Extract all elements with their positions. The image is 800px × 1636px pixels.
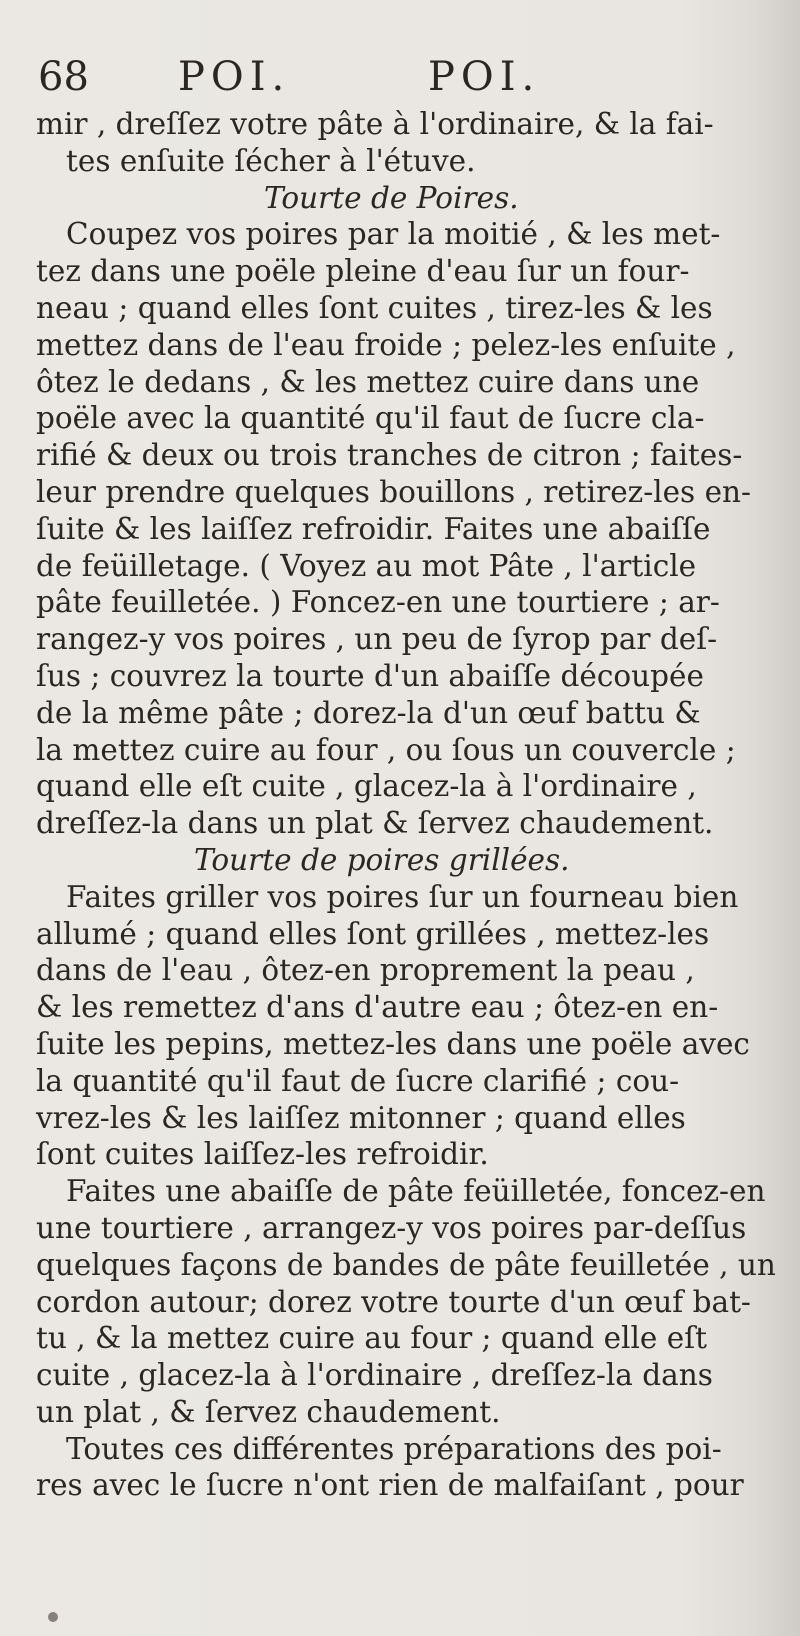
- text-line: vrez-les & les laiſſez mitonner ; quand elles: [36, 1100, 686, 1135]
- page-blemish: [48, 1612, 58, 1622]
- text-line: ſus ; couvrez la tourte d'un abaiſſe découpée: [36, 658, 704, 693]
- text-line: quelques façons de bandes de pâte feuilletée , un: [36, 1247, 776, 1282]
- text-line: un plat , & ſervez chaudement.: [36, 1394, 501, 1429]
- section-heading-tourte-de-poires-grillees: Tourte de poires grillées.: [194, 842, 570, 877]
- text-line: dreſſez-la dans un plat & ſervez chaudement.: [36, 806, 714, 841]
- text-line: neau ; quand elles ſont cuites , tirez-les & les: [36, 290, 713, 325]
- text-line: ôtez le dedans , & les mettez cuire dans une: [36, 364, 700, 399]
- text-line: rifié & deux ou trois tranches de citron ; faites-: [36, 438, 743, 473]
- text-line: res avec le ſucre n'ont rien de malfaiſant , pour: [36, 1468, 744, 1503]
- text-line: ſuite & les laiſſez refroidir. Faites une abaiſſe: [36, 511, 711, 546]
- text-line: tes enſuite ſécher à l'étuve.: [66, 143, 476, 178]
- text-line: la mettez cuire au four , ou ſous un couvercle ;: [36, 732, 736, 767]
- text-line: Faites griller vos poires ſur un fourneau bien: [66, 879, 739, 914]
- text-line: cuite , glacez-la à l'ordinaire , dreſſez-la dans: [36, 1358, 713, 1393]
- text-line: Toutes ces différentes préparations des poi-: [66, 1431, 722, 1466]
- section-heading-tourte-de-poires: Tourte de Poires.: [264, 180, 519, 215]
- text-line: mir , dreſſez votre pâte à l'ordinaire, & la fai-: [36, 107, 714, 141]
- text-line: ſont cuites laiſſez-les refroidir.: [36, 1137, 489, 1172]
- text-line: Faites une abaiſſe de pâte feüilletée, foncez-en: [66, 1174, 766, 1209]
- text-line: ſuite les pepins, mettez-les dans une poële avec: [36, 1026, 750, 1061]
- text-line: rangez-y vos poires , un peu de ſyrop par deſ-: [36, 622, 718, 657]
- text-line: de feüilletage. ( Voyez au mot Pâte , l'article: [36, 548, 697, 583]
- text-line: dans de l'eau , ôtez-en proprement la peau ,: [36, 953, 695, 988]
- page-number: 68: [38, 54, 89, 100]
- running-head-right: POI.: [428, 54, 541, 100]
- text-line: Coupez vos poires par la moitié , & les met-: [66, 217, 721, 252]
- running-head-left: POI.: [178, 54, 291, 100]
- text-line: une tourtiere , arrangez-y vos poires par-deſſus: [36, 1210, 747, 1245]
- text-line: tez dans une poële pleine d'eau ſur un four-: [36, 254, 690, 289]
- text-line: & les remettez d'ans d'autre eau ; ôtez-en en-: [36, 990, 719, 1025]
- text-line: pâte feuilletée. ) Foncez-en une tourtiere ; ar-: [36, 585, 720, 620]
- text-line: la quantité qu'il faut de ſucre clarifié ; cou-: [36, 1063, 680, 1098]
- text-line: de la même pâte ; dorez-la d'un œuf battu &: [36, 695, 701, 730]
- page-body: [36, 106, 776, 1504]
- text-line: quand elle eſt cuite , glacez-la à l'ordinaire ,: [36, 769, 697, 804]
- text-line: mettez dans de l'eau froide ; pelez-les enſuite ,: [36, 327, 736, 362]
- page-header: [38, 52, 758, 102]
- text-line: allumé ; quand elles ſont grillées , mettez-les: [36, 916, 710, 951]
- text-line: leur prendre quelques bouillons , retirez-les en-: [36, 474, 752, 509]
- text-line: cordon autour; dorez votre tourte d'un œuf bat-: [36, 1284, 751, 1319]
- text-line: poële avec la quantité qu'il faut de ſucre cla-: [36, 401, 705, 436]
- text-line: tu , & la mettez cuire au four ; quand elle eſt: [36, 1321, 707, 1356]
